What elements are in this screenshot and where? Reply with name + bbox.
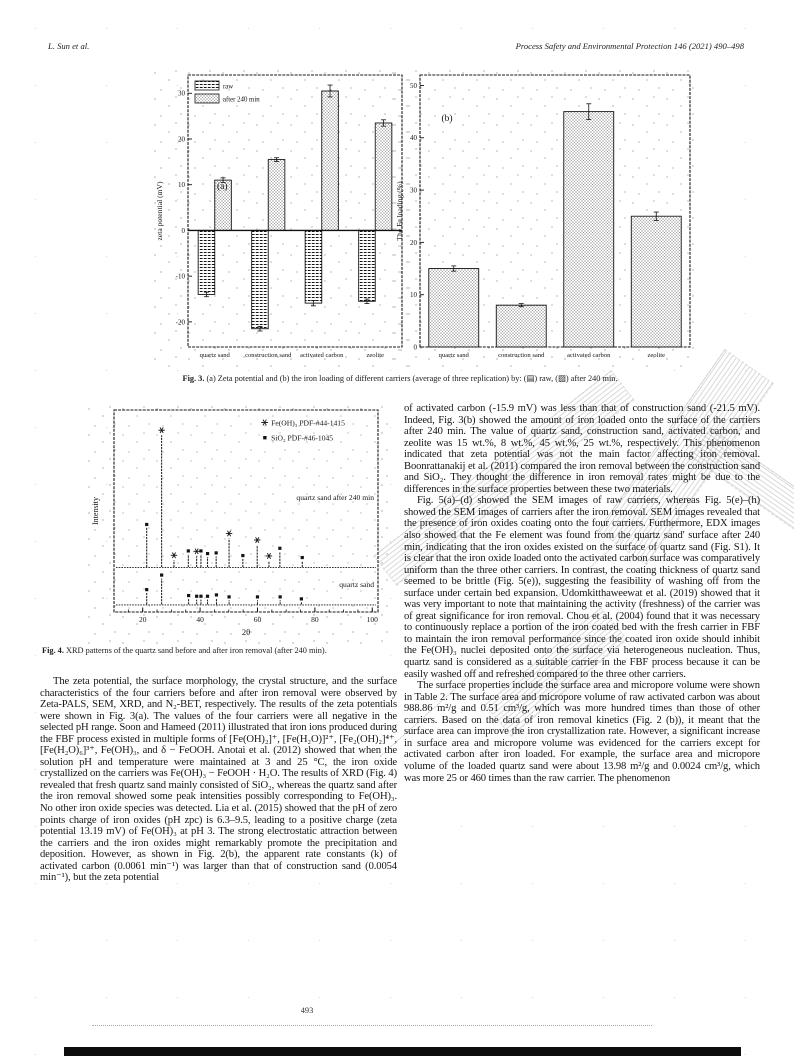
svg-text:-20: -20 — [175, 318, 185, 327]
svg-text:activated carbon: activated carbon — [300, 352, 344, 359]
legend-swatch-raw — [195, 81, 219, 90]
svg-text:40: 40 — [196, 615, 204, 624]
svg-text:SiO₂ PDF-#46-1045: SiO₂ PDF-#46-1045 — [271, 433, 334, 443]
figure3-caption-text: (a) Zeta potential and (b) the iron loading of different carriers (average of three replication) by: (▤) raw, (▨) after 240 min. — [204, 374, 618, 383]
svg-text:100: 100 — [366, 615, 378, 624]
svg-text:Fe(OH)₃ PDF-#44-1415: Fe(OH)₃ PDF-#44-1415 — [271, 418, 345, 428]
page-number: 493 — [300, 1006, 314, 1015]
bar-after-240-min-activated-carbon — [564, 112, 614, 347]
bar-after-240-min-quartz-sand — [429, 269, 479, 347]
svg-text:10: 10 — [178, 181, 185, 190]
svg-text:Intensity: Intensity — [91, 497, 100, 525]
svg-text:50: 50 — [410, 81, 417, 90]
bar-raw-construction-sand — [252, 230, 269, 328]
xrd-pattern-chart — [86, 404, 388, 648]
bar-after-240-min-construction-sand — [496, 305, 546, 347]
body-right-column — [404, 403, 760, 784]
svg-text:zeta potential (mV): zeta potential (mV) — [155, 181, 164, 241]
svg-text:2θ: 2θ — [241, 627, 251, 637]
bar-after-240-min-zeolite — [375, 123, 392, 230]
svg-text:20: 20 — [138, 615, 147, 624]
right-paragraph-2: Fig. 5(a)–(d) showed the SEM images of raw carriers, whereas Fig. 5(e)–(h) showed the SEM images of carriers after the iron removal. SEM images revealed that the presence of iron oxides coating onto the four carriers. Furthermore, EDX images also showed that the Fe element was found from the quartz sand' surface after 240 min, indicating that the iron oxides existed on the surface of quartz sand (Fig. S1). It is clear that the iron oxide loaded onto the activated carbon surface was comparatively uniform than the three other carriers. In contrast, the coating thickness of quartz sand seemed to be brittle (Fig. 5(e)), suggesting the feasibility of washing off from the surface under certain bed expansion. Udomkitthaweewat et al. (2019) showed that it was very important to note that maintaining the activity (freshness) of the carrier was of great significance for iron removal. Chou et al. (2004) found that it was necessary to continuously replace a portion of the iron coated bed with the fresh carrier in FBF to maintain the iron removal performance since the coated iron oxide should inhibit the Fe(OH)₃ nuclei deposited onto the surface via heterogeneous nucleation. Thus, quartz sand is considered as a suitable carrier in the FBF process because it can be easily washed off and refreshed compared to the three other carriers. — [404, 495, 760, 680]
svg-text:30: 30 — [410, 186, 417, 195]
svg-text:20: 20 — [178, 135, 185, 144]
bar-raw-zeolite — [359, 230, 376, 301]
svg-text:(b): (b) — [441, 114, 453, 125]
scan-edge-bar — [64, 1047, 741, 1056]
right-paragraph-3: The surface properties include the surface area and micropore volume were shown in Table 2. The surface area and micropore volume of raw activated carbon was about 988.86 m²/g and 0.51 cm³/g, which was more hundred times than those of other carriers. Based on the data of iron removal kinetics (Fig. 2 (b)), it meant that the surface area can improve the iron crystallization rate. However, a significant increase in surface area and micropore volume was evidenced for the carriers except for activated carbon after iron loaded. For example, the surface area and micropore volume of the loaded quartz sand were about 13.98 m²/g and 0.0024 cm³/g, which was more 25 or 460 times than the raw carrier. The phenomenon — [404, 680, 760, 784]
svg-text:construction sand: construction sand — [498, 352, 545, 359]
svg-text:0: 0 — [413, 343, 417, 352]
svg-text:10: 10 — [410, 291, 417, 300]
figure3-caption — [98, 374, 702, 385]
body-left-column — [40, 676, 397, 884]
bar-after-240-min-activated-carbon — [322, 91, 339, 230]
svg-text:quartz sand: quartz sand — [199, 352, 230, 359]
fe-loading-chart — [392, 68, 698, 368]
svg-text:20: 20 — [410, 238, 417, 247]
svg-text:The Fe loading (%): The Fe loading (%) — [395, 181, 404, 241]
svg-text:quartz sand: quartz sand — [438, 352, 469, 359]
svg-text:quartz sand after 240 min: quartz sand after 240 min — [296, 492, 375, 502]
figure4-caption — [42, 646, 394, 657]
bar-raw-quartz-sand — [198, 230, 215, 294]
svg-text:-10: -10 — [175, 272, 185, 281]
bar-after-240-min-zeolite — [631, 216, 681, 347]
scan-noise-line — [92, 1025, 652, 1026]
zeta-potential-chart — [152, 68, 410, 368]
svg-text:80: 80 — [311, 615, 319, 624]
svg-text:(a): (a) — [216, 182, 228, 193]
legend-swatch-after-240-min — [195, 94, 219, 103]
header-authors: L. Sun et al. — [48, 41, 90, 51]
bar-after-240-min-construction-sand — [268, 160, 285, 231]
svg-text:60: 60 — [253, 615, 262, 624]
svg-text:after 240 min: after 240 min — [223, 96, 260, 104]
svg-text:30: 30 — [178, 89, 185, 98]
right-paragraph-1: of activated carbon (-15.9 mV) was less than that of construction sand (-21.5 mV). Indeed, Fig. 3(b) showed the amount of iron loaded onto the surface of the carriers after 240 min. The value of quartz sand, construction sand, activated carbon, and zeolite was 15 wt.%, 8 wt.%, 45 wt.%, 25 wt.%, respectively. This phenomenon indicated that zeta potential was not the main factor affecting iron removal. Boonrattanakij et al. (2011) compared the iron removal between the construction sand and SiO₂. They thought the difference in iron removal rates might be due to the differences in the surface properties between these two materials. — [404, 403, 760, 495]
left-paragraph-1: The zeta potential, the surface morphology, the crystal structure, and the surface characteristics of the four carriers before and after iron removal were observed by Zeta-PALS, SEM, XRD, and N₂-BET, respectively. The results of the zeta potentials were shown in Fig. 3(a). The values of the four carriers were all negative in the selected pH range. Soon and Hameed (2011) illustrated that iron ions produced during the FBF process existed in multiple forms of [Fe(OH)₂]⁺, [Fe(H₂O)]²⁺, [Fe₂(OH)₂]⁴⁺, [Fe(H₂O)₆]³⁺, Fe(OH)₃, and δ − FeOOH. Anotai et al. (2012) showed that when the solution pH and temperature were maintained at 3 and 25 °C, the iron oxide crystallized on the carriers was Fe(OH)₃ − FeOOH · H₂O. The results of XRD (Fig. 4) revealed that fresh quartz sand mainly consisted of SiO₂, whereas the quartz sand after the iron removal showed some peak intensities possibly corresponding to Fe(OH)₃. No other iron oxide species was detected. Lia et al. (2015) showed that the pH of zero points charge of iron oxides (pH zpc) is 6.3–9.5, leading to a positive charge (zeta potential 13.19 mV) of Fe(OH)₃ at pH 3. The strong electrostatic attraction between the carriers and the iron oxides might remarkably promote the precipitation and deposition. However, as shown in Fig. 2(b), the apparent rate constants (k) of activated carbon (0.0061 min⁻¹) was larger than that of construction sand (0.0054 min⁻¹), but the zeta potential — [40, 676, 397, 884]
svg-text:quartz sand: quartz sand — [339, 579, 375, 589]
figure3-caption-label: Fig. 3. — [182, 374, 205, 383]
svg-text:zeolite: zeolite — [647, 352, 666, 359]
figure4-caption-text: XRD patterns of the quartz sand before and after iron removal (after 240 min). — [63, 646, 327, 655]
svg-text:activated carbon: activated carbon — [567, 352, 611, 359]
svg-text:raw: raw — [223, 83, 234, 91]
svg-text:zeolite: zeolite — [366, 352, 385, 359]
svg-text:0: 0 — [181, 226, 185, 235]
header-journal: Process Safety and Environmental Protection 146 (2021) 490–498 — [515, 41, 744, 51]
svg-text:construction sand: construction sand — [245, 352, 292, 359]
svg-text:40: 40 — [410, 134, 417, 143]
bar-raw-activated-carbon — [305, 230, 322, 303]
figure4-caption-label: Fig. 4. — [42, 646, 64, 655]
